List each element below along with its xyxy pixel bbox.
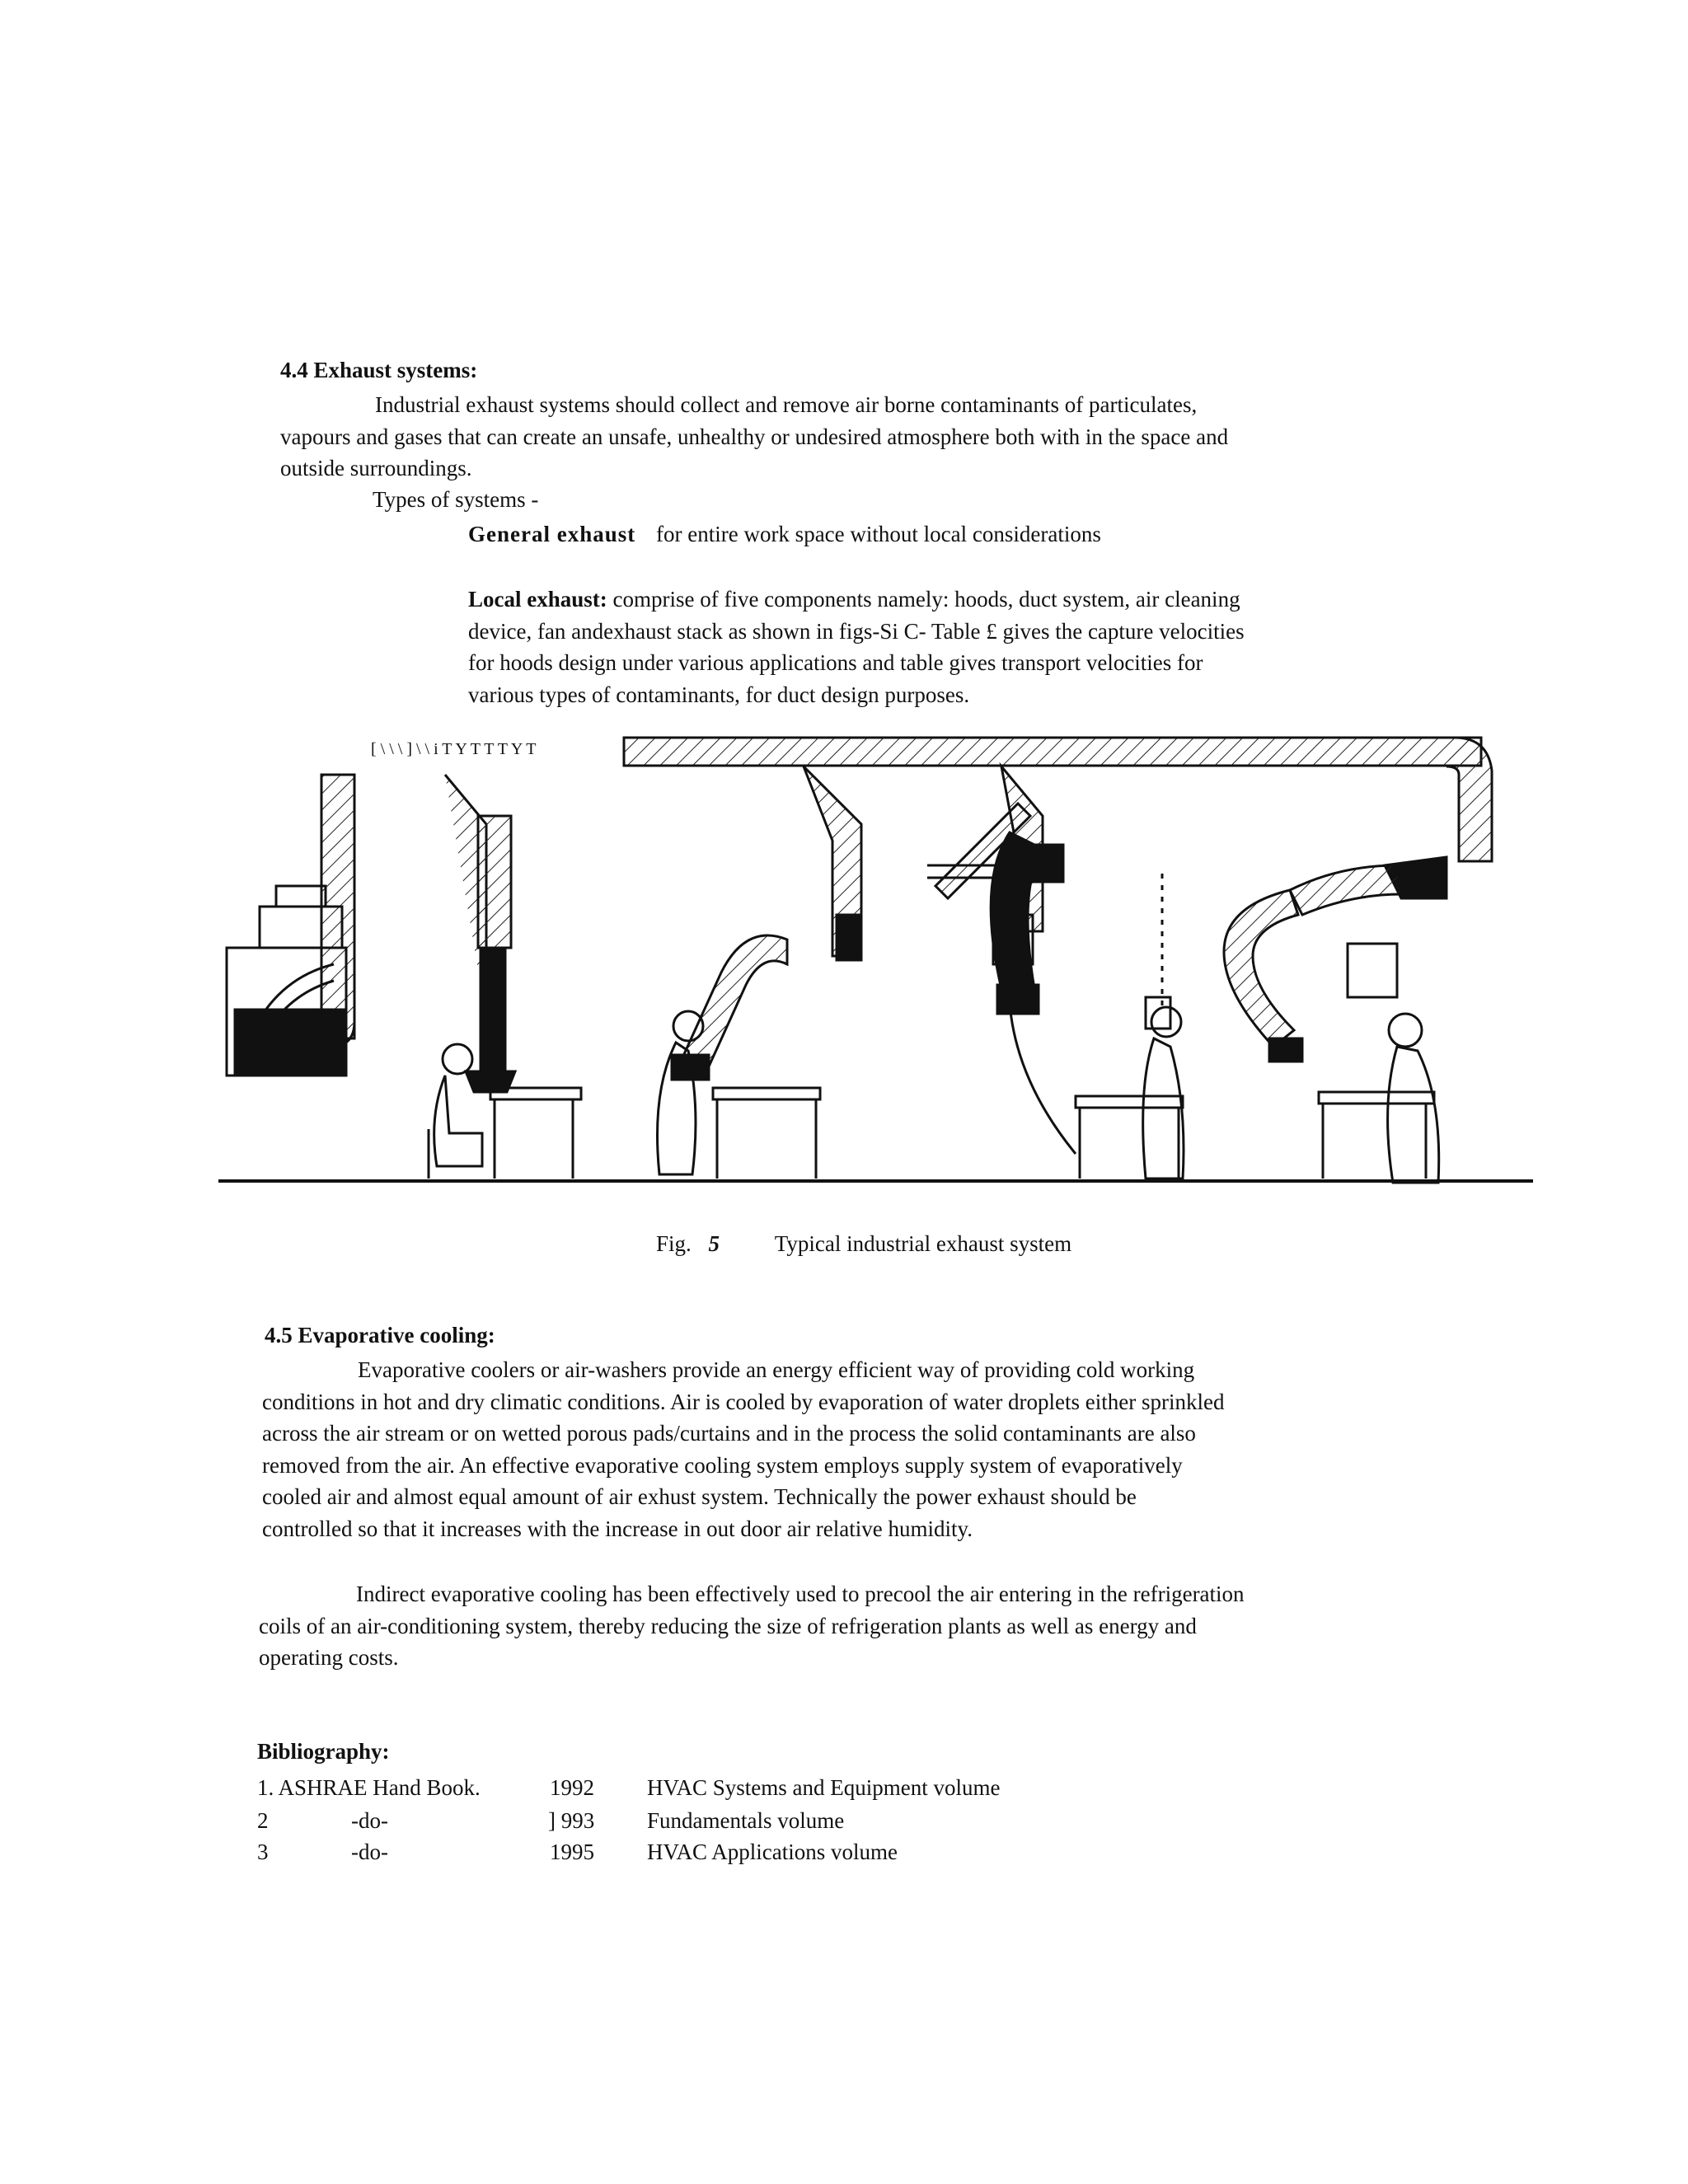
- paragraph-line: across the air stream or on wetted porous pads/curtains and in the process the solid contaminants are also: [262, 1421, 1196, 1446]
- local-exhaust-item: [468, 583, 1245, 710]
- bib-num: 3: [257, 1840, 269, 1864]
- local-exhaust-term: Local exhaust:: [468, 587, 607, 612]
- exhaust-intro-paragraph: [280, 389, 1228, 485]
- general-exhaust-text: for entire work space without local considerations: [656, 522, 1101, 546]
- hanging-box: [1348, 944, 1397, 997]
- paragraph-line: cooled air and almost equal amount of air exhust system. Technically the power exhaust should be: [262, 1484, 1137, 1509]
- bib-ditto: -do-: [351, 1808, 388, 1833]
- duct-label: [ \ \ \ ] \ \ i T Y T T T Y T: [371, 740, 537, 758]
- bib-title: HVAC Applications volume: [647, 1840, 898, 1864]
- bib-year: 1992: [550, 1775, 594, 1800]
- figure-caption-number: 5: [708, 1231, 720, 1256]
- paragraph-line: for hoods design under various applications and table gives transport velocities for: [468, 650, 1203, 675]
- bib-num: 1. ASHRAE Hand Book.: [257, 1775, 481, 1800]
- worker-4: [1388, 1014, 1439, 1183]
- bib-title: Fundamentals volume: [647, 1808, 845, 1833]
- bib-title: HVAC Systems and Equipment volume: [647, 1775, 1001, 1800]
- paragraph-line: coils of an air-conditioning system, thereby reducing the size of refrigeration plants as well as energy and: [259, 1613, 1197, 1638]
- bib-ditto: -do-: [351, 1840, 388, 1864]
- section-heading-4-5: 4.5 Evaporative cooling:: [265, 1323, 495, 1347]
- worker-1: [429, 1044, 482, 1179]
- types-of-systems-label: Types of systems -: [373, 487, 539, 512]
- general-exhaust-item: [468, 518, 1101, 550]
- right-duct-drop: [1447, 738, 1492, 861]
- paragraph-line: controlled so that it increases with the increase in out door air relative humidity.: [262, 1516, 973, 1541]
- paragraph-line: vapours and gases that can create an unsafe, unhealthy or undesired atmosphere both with in the space and: [280, 424, 1229, 449]
- general-exhaust-term: General exhaust: [468, 522, 636, 546]
- main-duct: [624, 738, 1481, 766]
- bib-year: 1995: [550, 1840, 594, 1864]
- paragraph-line: Indirect evaporative cooling has been effectively used to precool the air entering in the refrigeration: [356, 1582, 1245, 1606]
- paragraph-line: Industrial exhaust systems should collect and remove air borne contaminants of particulates,: [375, 392, 1198, 417]
- paragraph-line: comprise of five components namely: hoods, duct system, air cleaning: [612, 587, 1240, 612]
- paragraph-line: device, fan andexhaust stack as shown in figs-Si C- Table £ gives the capture velocities: [468, 618, 1245, 644]
- bibliography-heading: Bibliography:: [257, 1739, 390, 1764]
- exhaust-system-illustration: [210, 725, 1541, 1212]
- paragraph-line: operating costs.: [259, 1645, 399, 1670]
- figure-caption: [656, 1228, 1071, 1259]
- bib-num: 2: [257, 1808, 269, 1833]
- figure-caption-prefix: Fig.: [656, 1231, 692, 1256]
- paragraph-line: Evaporative coolers or air-washers provide an energy efficient way of providing cold working: [358, 1357, 1195, 1382]
- paragraph-line: removed from the air. An effective evaporative cooling system employs supply system of evaporatively: [262, 1452, 1183, 1478]
- evaporative-paragraph-1: [262, 1354, 1225, 1544]
- paragraph-line: conditions in hot and dry climatic conditions. Air is cooled by evaporation of water droplets either sprinkled: [262, 1389, 1225, 1414]
- paragraph-line: various types of contaminants, for duct design purposes.: [468, 682, 970, 707]
- section-heading-4-4: 4.4 Exhaust systems:: [280, 358, 478, 382]
- bib-year: ] 993: [548, 1808, 595, 1833]
- figure-caption-text: Typical industrial exhaust system: [774, 1231, 1072, 1256]
- evaporative-paragraph-2: [259, 1578, 1245, 1674]
- paragraph-line: outside surroundings.: [280, 456, 472, 480]
